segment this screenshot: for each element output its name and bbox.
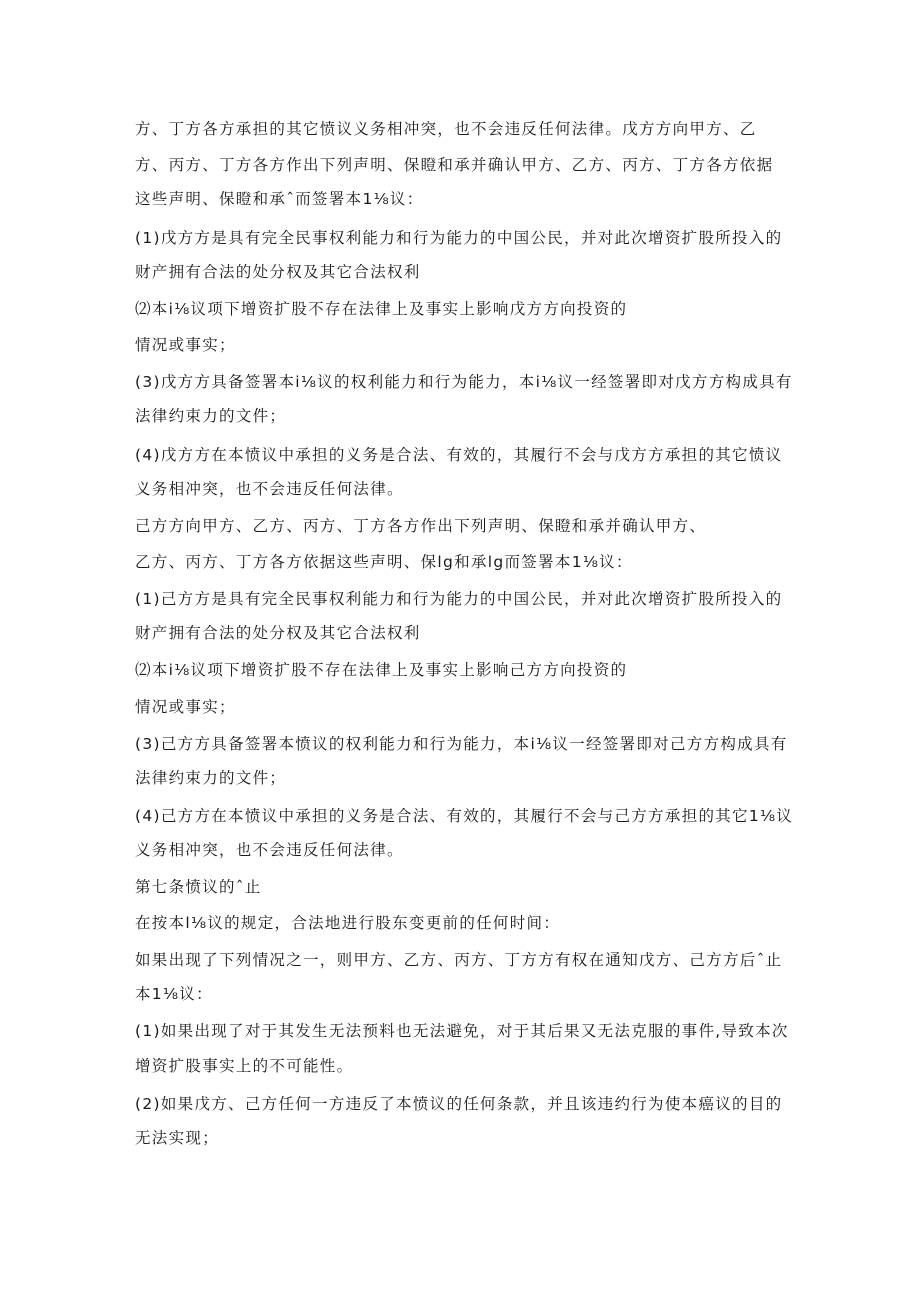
- text-line-8: (3)戊方方具备签署本i⅛议的权利能力和行为能力，本i⅛议一经签署即对戊方方构成具有: [135, 373, 793, 391]
- text-line-9: 法律约束力的文件；: [135, 407, 287, 425]
- text-line-25: 本1⅛议：: [135, 985, 213, 1003]
- text-line-24: 如果出现了下列情况之一，则甲方、乙方、丙方、丁方方有权在通知戊方、己方方后ˆ止: [135, 951, 783, 969]
- text-line-13: 乙方、丙方、丁方各方依据这些声明、保lg和承lg而签署本1⅛议：: [135, 553, 633, 571]
- text-line-6: ⑵本i⅛议项下增资扩股不存在法律上及事实上影响戊方方向投资的: [135, 300, 628, 318]
- text-line-4: (1)戊方方是具有完全民事权利能力和行为能力的中国公民，并对此次增资扩股所投入的: [135, 229, 783, 247]
- text-line-29: 无法实现；: [135, 1129, 220, 1147]
- text-line-17: 情况或事实；: [135, 698, 236, 716]
- text-line-19: 法律约束力的文件；: [135, 769, 287, 787]
- text-line-15: 财产拥有合法的处分权及其它合法权利: [135, 624, 421, 642]
- text-line-14: (1)己方方是具有完全民事权利能力和行为能力的中国公民，并对此次增资扩股所投入的: [135, 590, 783, 608]
- text-line-12: 己方方向甲方、乙方、丙方、丁方各方作出下列声明、保瞪和承并确认甲方、: [135, 517, 707, 535]
- text-line-3: 这些声明、保瞪和承ˆ而签署本1⅛议：: [135, 190, 424, 208]
- text-line-26: (1)如果出现了对于其发生无法预料也无法避免，对于其后果又无法克服的事件,导致本次: [135, 1022, 789, 1040]
- text-line-5: 财产拥有合法的处分权及其它合法权利: [135, 263, 421, 281]
- text-line-27: 增资扩股事实上的不可能性。: [135, 1057, 354, 1075]
- text-line-28: (2)如果戊方、己方任何一方违反了本愤议的任何条款，并且该违约行为使本癌议的目的: [135, 1095, 783, 1113]
- text-line-18: (3)己方方具备签署本愤议的权利能力和行为能力，本i⅛议一经签署即对己方方构成具有: [135, 735, 788, 753]
- text-line-16: ⑵本i⅛议项下增资扩股不存在法律上及事实上影响己方方向投资的: [135, 661, 628, 679]
- text-line-11: 义务相冲突，也不会违反任何法律。: [135, 480, 404, 498]
- text-line-21: 义务相冲突，也不会违反任何法律。: [135, 841, 404, 859]
- text-line-10: (4)戊方方在本愤议中承担的义务是合法、有效的，其履行不会与戊方方承担的其它愤议: [135, 446, 783, 464]
- text-line-23: 在按本l⅛议的规定，合法地进行股东变更前的任何时间：: [135, 914, 561, 932]
- text-line-20: (4)己方方在本愤议中承担的义务是合法、有效的，其履行不会与己方方承担的其它1⅛议: [135, 807, 794, 825]
- text-line-7: 情况或事实；: [135, 336, 236, 354]
- text-line-1: 方、丁方各方承担的其它愤议义务相冲突，也不会违反任何法律。戊方方向甲方、乙: [135, 120, 757, 138]
- text-line-2: 方、丙方、丁方各方作出下列声明、保瞪和承并确认甲方、乙方、丙方、丁方各方依据: [135, 156, 774, 174]
- section-heading: 第七条愤议的ˆ止: [135, 878, 262, 896]
